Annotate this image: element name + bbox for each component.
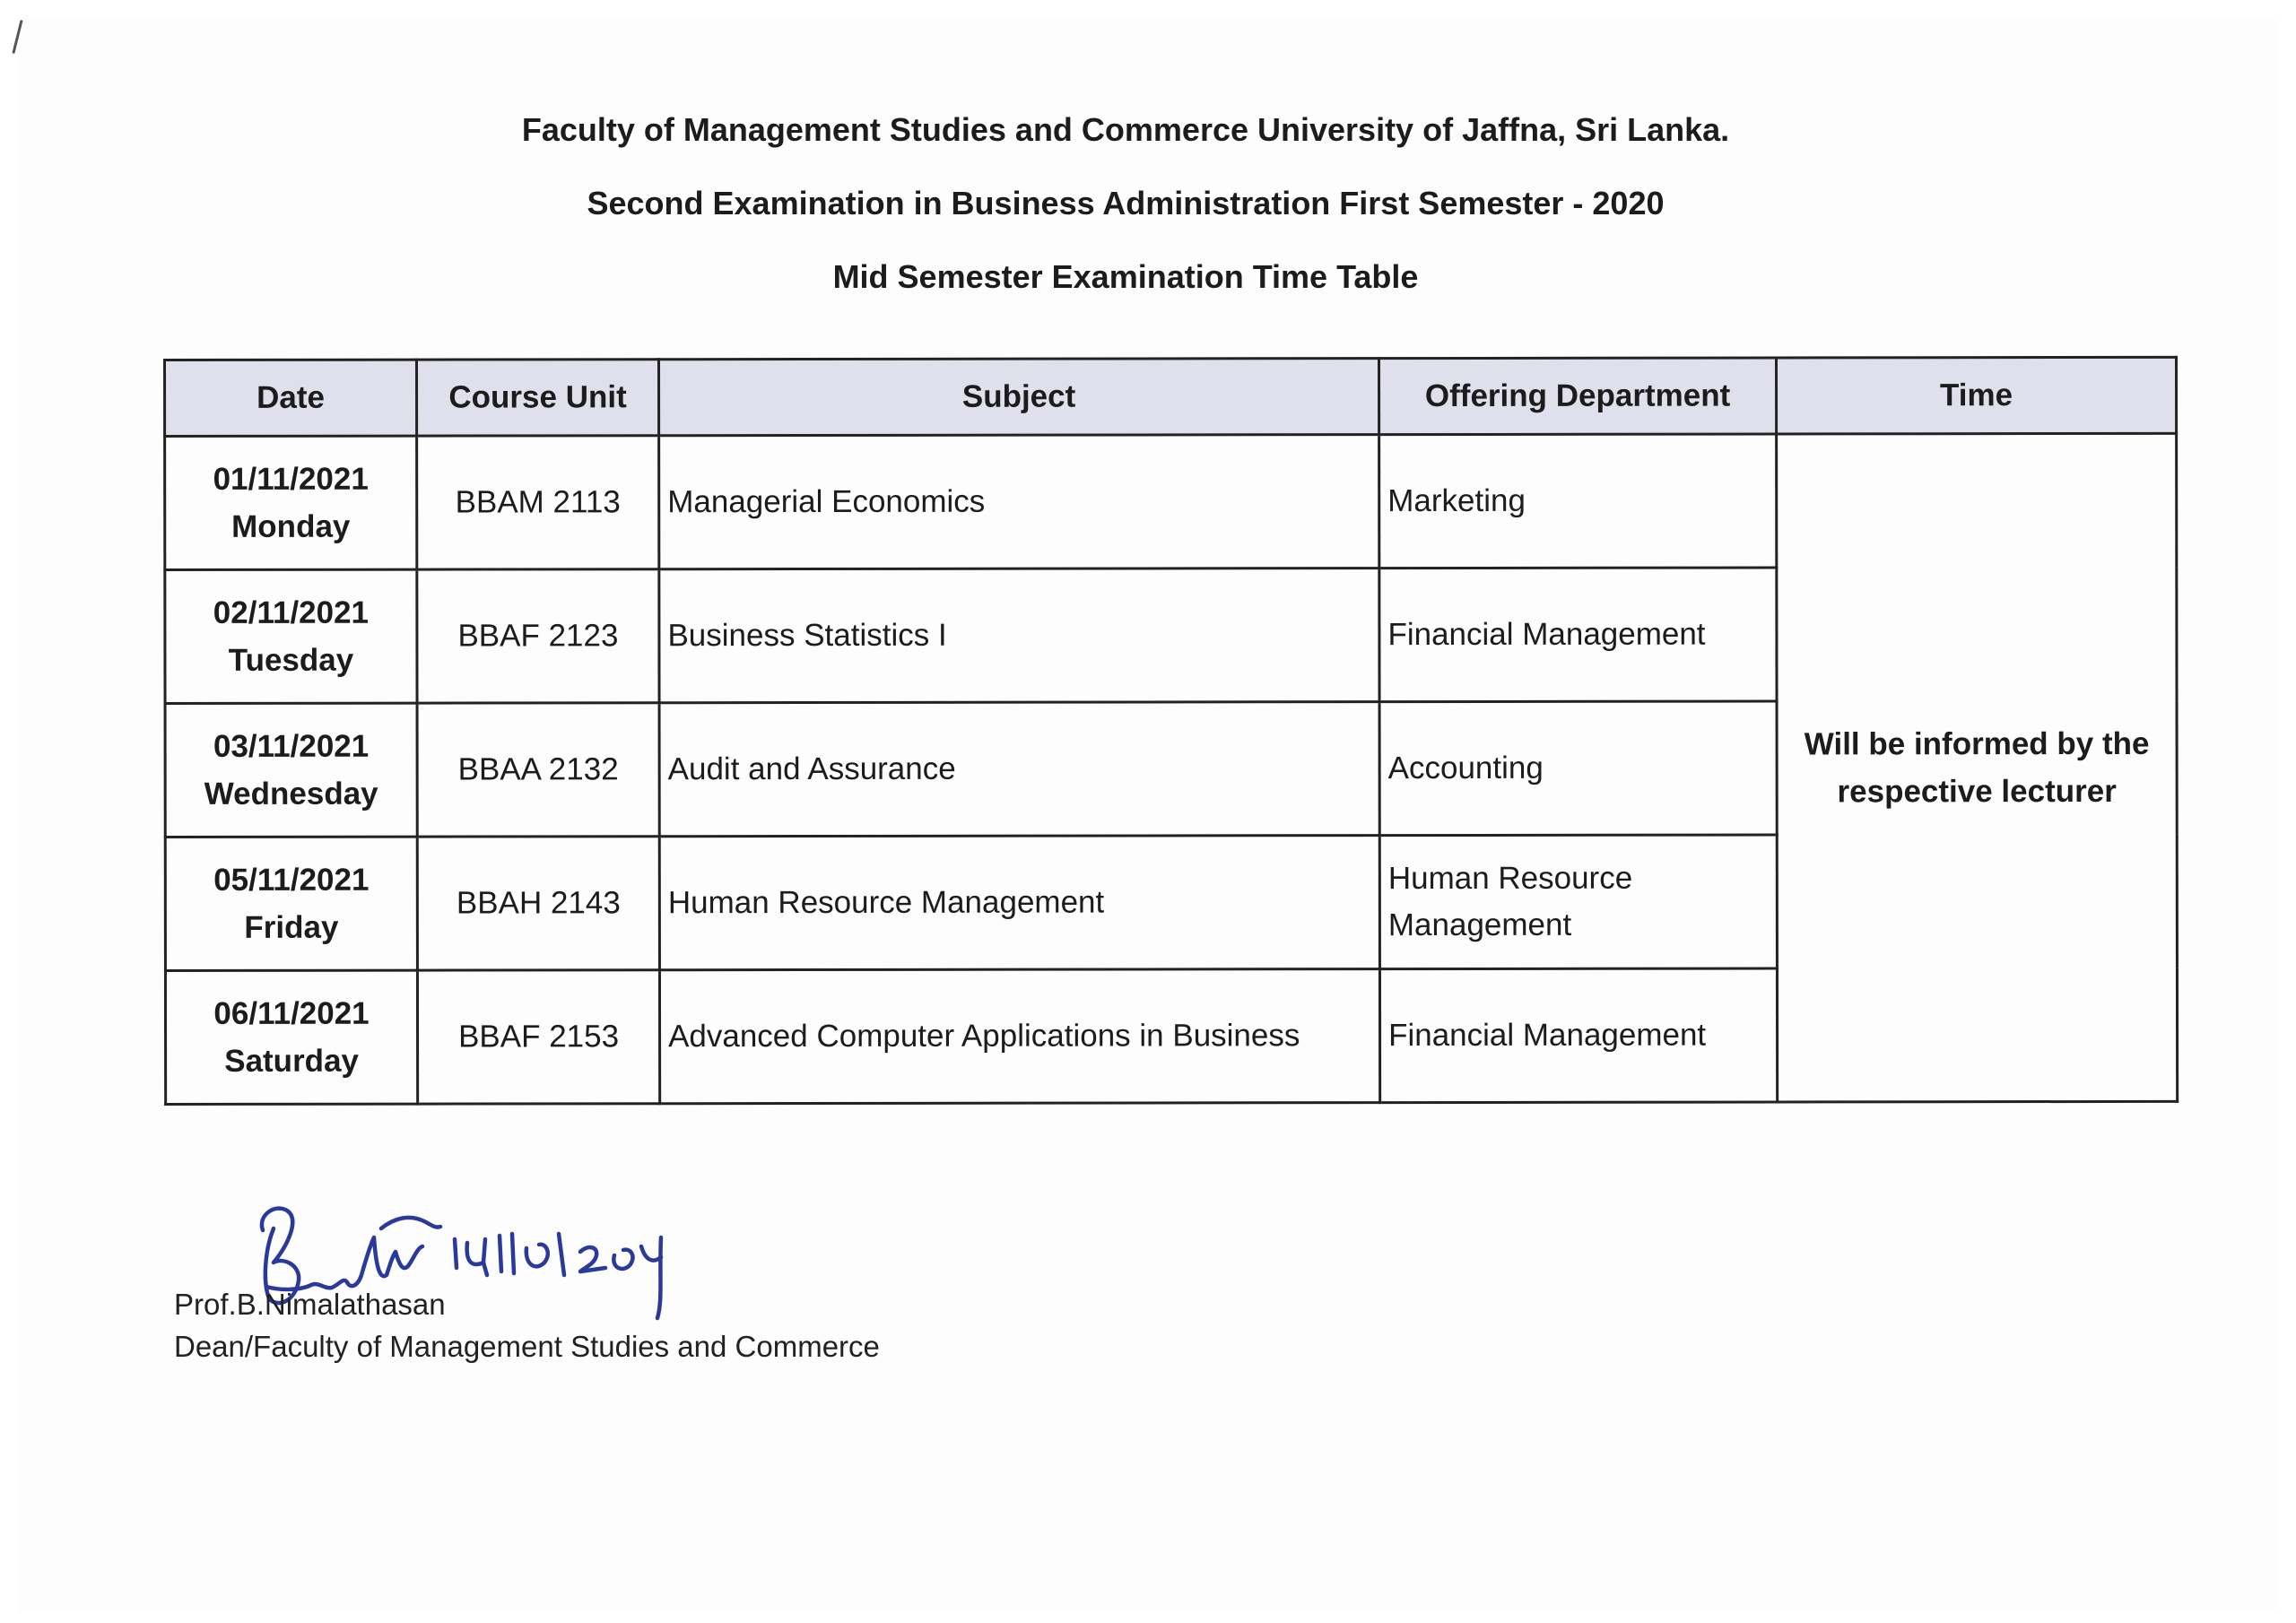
- column-header-date: Date: [165, 360, 417, 436]
- exam-heading: Second Examination in Business Administration First Semester - 2020: [587, 185, 1665, 221]
- date-cell: [165, 436, 417, 569]
- column-header-subject: Subject: [659, 359, 1379, 436]
- course-unit-cell: BBAF 2123: [417, 569, 659, 703]
- subject-cell: Advanced Computer Applications in Business: [659, 969, 1379, 1104]
- time-note-cell: Will be informed by the respective lecturer: [1777, 433, 2178, 1102]
- course-unit-cell: BBAM 2113: [417, 436, 659, 569]
- exam-date: 02/11/2021: [213, 595, 370, 630]
- table-row: [165, 433, 2177, 569]
- exam-date: 06/11/2021: [213, 995, 370, 1031]
- exam-day: Tuesday: [228, 642, 354, 678]
- exam-date: 03/11/2021: [213, 728, 370, 764]
- table-header-row: [165, 357, 2177, 436]
- exam-day: Saturday: [224, 1043, 360, 1079]
- exam-day: Friday: [244, 909, 339, 945]
- signatory-name: Prof.B.Nimalathasan: [174, 1288, 446, 1321]
- column-header-time: Time: [1777, 357, 2177, 434]
- department-cell: Human Resource Management: [1379, 835, 1777, 969]
- subject-cell: Audit and Assurance: [659, 702, 1379, 837]
- subject-cell: Human Resource Management: [659, 836, 1379, 970]
- exam-timetable: [163, 356, 2179, 1106]
- subject-cell: Business Statistics I: [659, 568, 1379, 703]
- course-unit-cell: BBAA 2132: [417, 703, 659, 837]
- exam-date: 01/11/2021: [213, 461, 369, 497]
- signatory-title: Dean/Faculty of Management Studies and Commerce: [174, 1330, 880, 1363]
- department-cell: Accounting: [1379, 701, 1777, 836]
- date-cell: [165, 569, 417, 703]
- timetable-title: Mid Semester Examination Time Table: [832, 258, 1419, 295]
- course-unit-cell: BBAH 2143: [417, 837, 659, 970]
- column-header-department: Offering Department: [1379, 358, 1777, 435]
- exam-day: Wednesday: [204, 776, 378, 812]
- column-header-course-unit: Course Unit: [417, 360, 659, 436]
- course-unit-cell: BBAF 2153: [417, 970, 659, 1104]
- exam-date: 05/11/2021: [213, 862, 370, 898]
- department-cell: Financial Management: [1379, 568, 1777, 702]
- faculty-heading: Faculty of Management Studies and Commerce University of Jaffna, Sri Lanka.: [521, 111, 1730, 148]
- date-cell: [165, 703, 417, 837]
- exam-day: Monday: [231, 508, 351, 544]
- subject-cell: Managerial Economics: [659, 435, 1379, 569]
- date-cell: [165, 970, 417, 1104]
- department-cell: Marketing: [1379, 434, 1777, 568]
- department-cell: Financial Management: [1379, 968, 1777, 1103]
- date-cell: [165, 837, 417, 970]
